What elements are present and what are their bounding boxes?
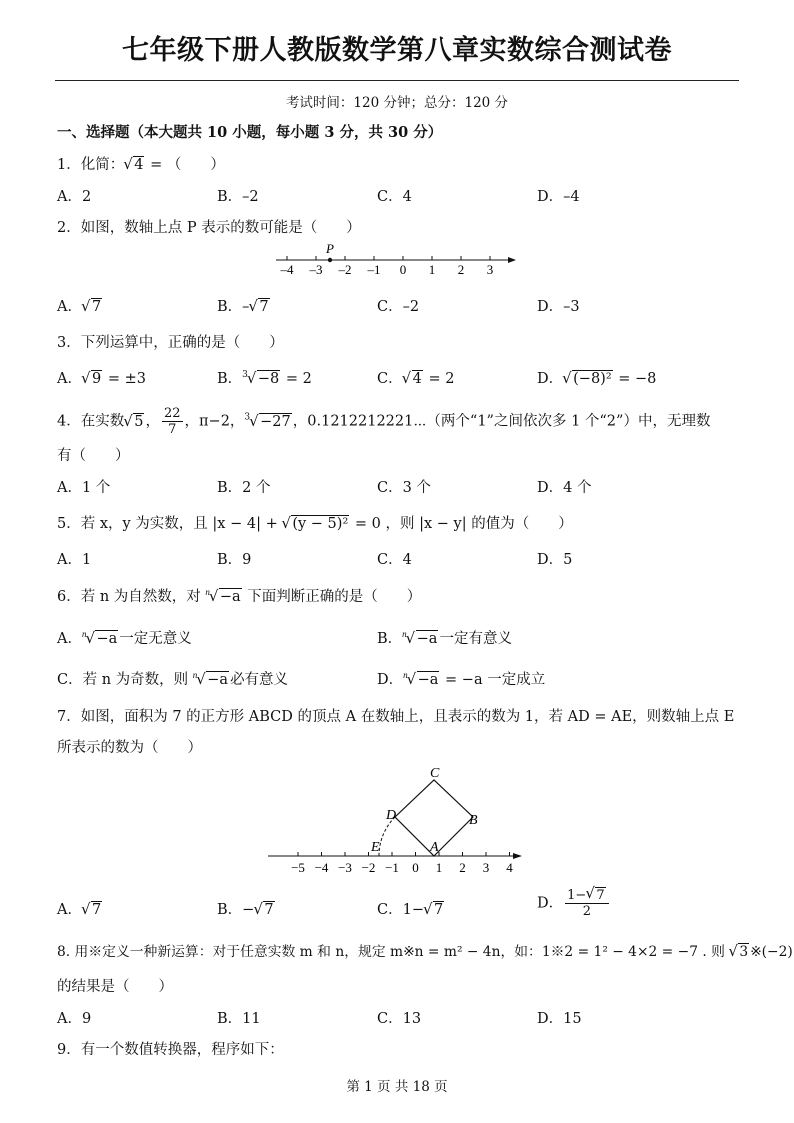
q6-option-d: D．$^n$√ −a = −a 一定成立: [377, 668, 545, 689]
q3-option-a: A．√ 9 = ±3: [57, 367, 146, 388]
title-divider: [55, 80, 739, 81]
q2-option-a: A．√ 7: [57, 295, 103, 316]
q1-option-d: D．–4: [537, 189, 580, 205]
vertex-a-label: A: [430, 840, 439, 855]
q4-option-b: B．2 个: [217, 480, 271, 496]
axis-tick-label: –1: [367, 262, 381, 277]
q3-option-b: B．$^3$√ −8 = 2: [217, 367, 312, 388]
axis-tick-label: –3: [309, 262, 323, 277]
question-1: 1．化简：√ 4 = （ ）: [57, 153, 225, 174]
axis-tick-label: 3: [486, 262, 494, 277]
q8-option-a: A．9: [57, 1011, 92, 1027]
square-number-line-figure: [262, 762, 532, 880]
question-2: 2．如图，数轴上点 P 表示的数可能是（ ）: [57, 220, 361, 236]
sqrt-sign: √ 4: [124, 157, 144, 173]
axis-tick-label: −2: [361, 860, 376, 875]
q8-option-d: D．15: [537, 1011, 582, 1027]
q7-option-c: C．1−√ 7: [377, 898, 445, 919]
q2-option-b: B．–√ 7: [217, 295, 271, 316]
page-title: 七年级下册人教版数学第八章实数综合测试卷: [122, 35, 672, 66]
fraction: $\frac{22}{7}$: [163, 406, 181, 437]
point-e-label: E: [371, 840, 380, 855]
q6-option-c: C．若 n 为奇数，则 $^n$√ −a 必有意义: [57, 668, 288, 689]
question-5: 5．若 x，y 为实数，且 |x − 4| + √ (y − 5)² = 0 ，则 |x − y| 的值为（ ）: [57, 512, 573, 533]
vertex-d-label: D: [386, 808, 397, 823]
q1-option-b: B．–2: [217, 189, 259, 205]
page-footer: 第 1 页 共 18 页: [346, 1079, 448, 1095]
axis-tick-label: 1: [428, 262, 436, 277]
q5-option-b: B．9: [217, 552, 252, 568]
q5-option-d: D．5: [537, 552, 573, 568]
axis-tick-label: 0: [412, 860, 419, 875]
section-heading: 一、选择题（本大题共 10 小题，每小题 3 分，共 30 分）: [57, 124, 443, 141]
q6-option-a: A．$^n$√ −a 一定无意义: [57, 627, 192, 648]
axis-tick-label: 4: [506, 860, 513, 875]
vertex-c-label: C: [430, 766, 440, 781]
axis-tick-label: –4: [280, 262, 294, 277]
q7-option-d: D． $\frac{1-√ 7}{2}$: [537, 888, 611, 919]
question-8-cont: 的结果是（ ）: [57, 979, 173, 995]
axis-tick-label: –2: [338, 262, 352, 277]
question-7-cont: 所表示的数为（ ）: [57, 740, 202, 756]
question-9: 9．有一个数值转换器，程序如下：: [57, 1042, 284, 1058]
question-4: 4．在实数√ 5 ， $\frac{22}{7}$ ，π−2，$^3$√ −27 ，0.1212212221⋯（两个“1”之间依次多 1 个“2”）中，无理数: [57, 406, 710, 437]
axis-tick-label: 2: [459, 860, 466, 875]
axis-arrow: [508, 257, 516, 263]
q1-option-c: C．4: [377, 189, 412, 205]
axis-tick-label: 2: [457, 262, 465, 277]
q4-option-d: D．4 个: [537, 480, 592, 496]
number-line-figure: [272, 238, 522, 280]
axis-tick-label: −4: [314, 860, 329, 875]
q1-option-a: A．2: [57, 189, 92, 205]
axis-tick-label: 3: [482, 860, 490, 875]
q8-option-c: C．13: [377, 1011, 422, 1027]
axis-tick-label: 1: [435, 860, 443, 875]
axis-tick-label: −1: [385, 860, 399, 875]
axis-tick-label: −5: [291, 860, 305, 875]
question-8: 8. 用※定义一种新运算：对于任意实数 m 和 n，规定 m※n = m² − 4n，如：1※2 = 1² − 4×2 = −7 . 则 √ 3 ※(−2): [57, 940, 793, 960]
q5-option-a: A．1: [57, 552, 92, 568]
axis-tick-label: 0: [399, 262, 407, 277]
axis-tick-label: −3: [338, 860, 352, 875]
figure-axis-arrow: [513, 853, 522, 859]
q3-option-c: C．√ 4 = 2: [377, 367, 454, 388]
question-6: 6．若 n 为自然数，对 $^n$√ −a 下面判断正确的是（ ）: [57, 585, 421, 606]
q4-option-c: C．3 个: [377, 480, 431, 496]
q2-option-d: D．–3: [537, 299, 580, 315]
q4-option-a: A．1 个: [57, 480, 111, 496]
q2-option-c: C．–2: [377, 299, 420, 315]
q8-option-b: B．11: [217, 1011, 261, 1027]
point-p: [328, 258, 332, 262]
question-4-cont: 有（ ）: [57, 448, 130, 464]
question-3: 3．下列运算中，正确的是（ ）: [57, 335, 284, 351]
vertex-b-label: B: [469, 813, 478, 828]
q6-option-b: B．$^n$√ −a 一定有意义: [377, 627, 512, 648]
q5-option-c: C．4: [377, 552, 412, 568]
question-7: 7．如图，面积为 7 的正方形 ABCD 的顶点 A 在数轴上，且表示的数为 1，若 AD = AE，则数轴上点 E: [57, 709, 735, 725]
q7-option-b: B．−√ 7: [217, 898, 276, 919]
exam-meta: 考试时间：120 分钟；总分：120 分: [285, 95, 509, 111]
q3-option-d: D．√ (−8)² = −8: [537, 367, 656, 388]
point-p-label: P: [326, 241, 334, 256]
q7-option-a: A．√ 7: [57, 898, 103, 919]
